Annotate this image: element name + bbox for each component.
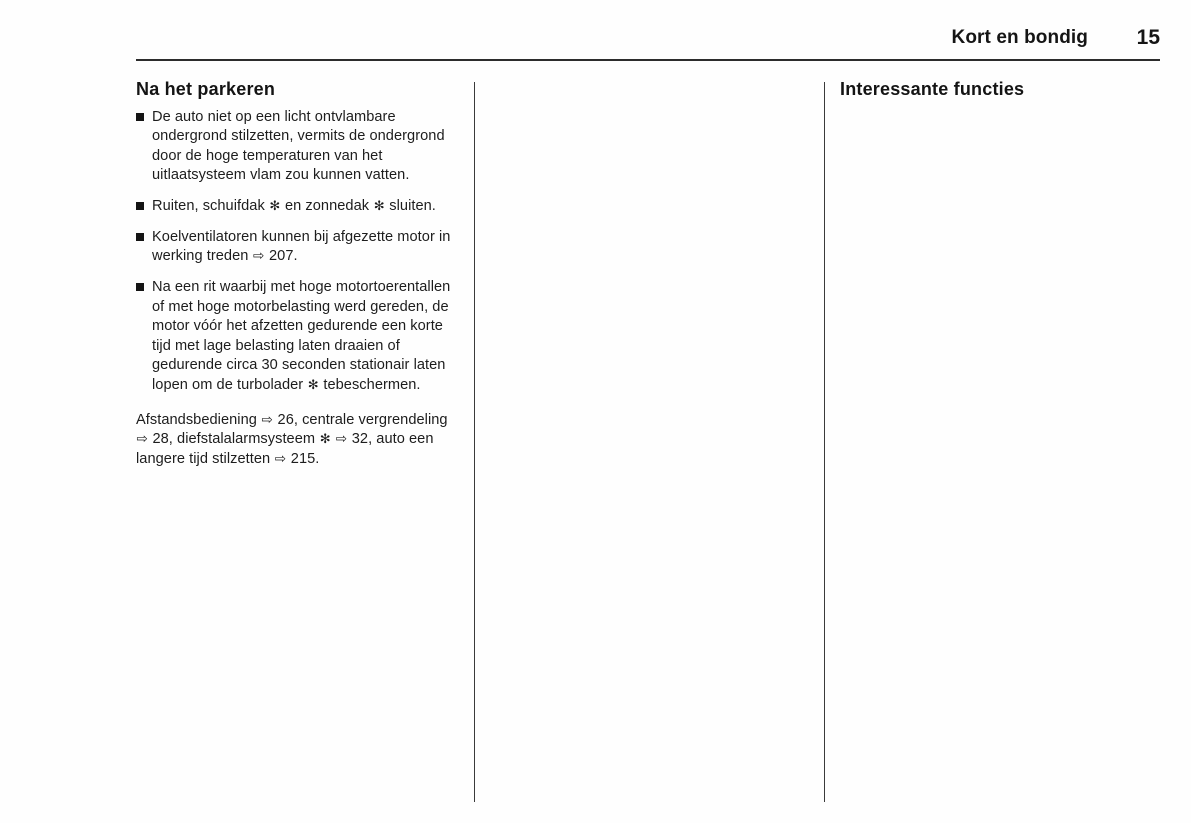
column-divider-right	[824, 82, 825, 802]
optional-equipment-icon: ✻	[307, 376, 319, 392]
page-reference-icon: ⇨	[274, 450, 287, 466]
section-heading-interessante-functies: Interessante functies	[840, 79, 1025, 99]
list-item	[136, 197, 456, 217]
square-bullet-icon	[136, 113, 144, 121]
page-reference-icon: ⇨	[253, 248, 265, 264]
list-item	[136, 228, 456, 267]
optional-equipment-icon: ✻	[269, 197, 281, 213]
page-header	[136, 22, 1160, 54]
optional-equipment-icon: ✻	[319, 431, 331, 446]
square-bullet-icon	[136, 283, 144, 291]
page-reference-icon: ⇨	[335, 431, 348, 447]
square-bullet-icon	[136, 202, 144, 210]
square-bullet-icon	[136, 233, 144, 241]
list-item-text: De auto niet op een licht ontvlambare ondergrond stilzetten, vermits de ondergrond door de hoge temperaturen van het uitlaatsysteem vlam zou kunnen vatten.	[152, 108, 445, 184]
header-page-number: 15	[1136, 26, 1160, 49]
list-item-text: Ruiten, schuifdak ✻ en zonnedak ✻ sluiten.	[152, 197, 436, 214]
cross-reference-paragraph: Afstandsbediening ⇨ 26, centrale vergrendeling ⇨ 28, diefstalalarmsysteem ✻ ⇨ 32, auto een langere tijd stilzetten ⇨ 215.	[136, 411, 448, 467]
column-divider-left	[474, 82, 475, 802]
page-reference-icon: ⇨	[136, 431, 148, 447]
column-left	[136, 78, 456, 470]
header-chapter-title: Kort en bondig	[951, 27, 1088, 48]
optional-equipment-icon: ✻	[373, 197, 385, 213]
list-item	[136, 108, 456, 187]
header-rule	[136, 59, 1160, 61]
list-item-text: Na een rit waarbij met hoge motortoerentallen of met hoge motorbelasting werd gereden, de motor vóór het afzetten gedurende een korte tijd met lage belasting laten draaien of gedurende circa 30 seconden stationair laten lopen om de turbolader ✻ tebeschermen.	[152, 278, 451, 393]
list-item-text: Koelventilatoren kunnen bij afgezette motor in werking treden ⇨ 207.	[152, 228, 451, 265]
bullet-list	[136, 108, 456, 396]
list-item	[136, 278, 456, 396]
page-reference-icon: ⇨	[261, 411, 273, 427]
section-heading-na-het-parkeren: Na het parkeren	[136, 79, 276, 99]
column-right	[840, 78, 1160, 108]
